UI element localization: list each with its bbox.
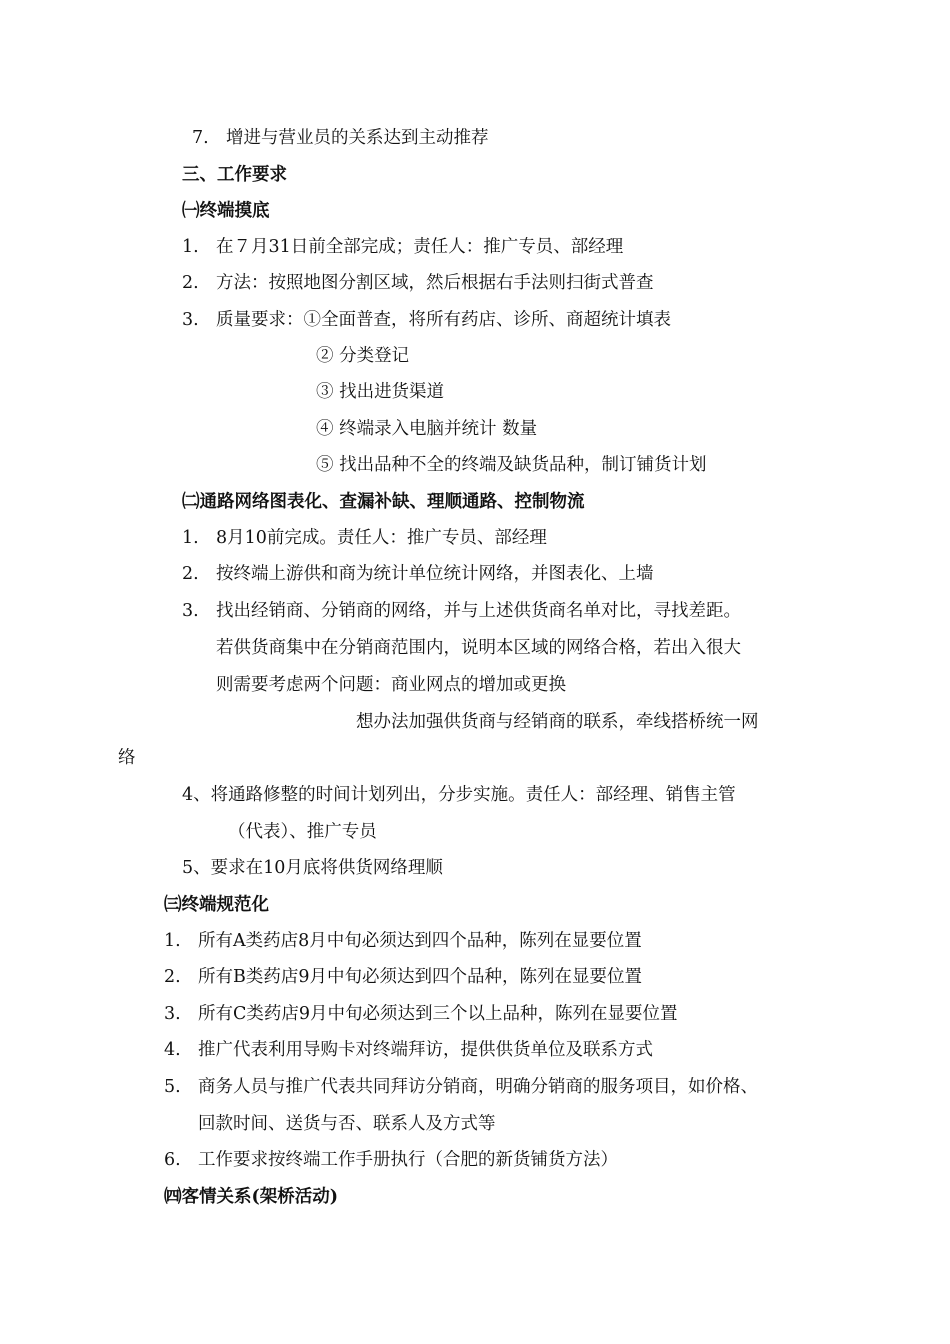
list-text: 所有C类药店9月中旬必须达到三个以上品种，陈列在显要位置 [198,1004,678,1024]
continuation-text: 则需要考虑两个问题：商业网点的增加或更换 [216,675,566,695]
list-item [182,271,654,295]
list-item [164,1148,618,1172]
continuation-text: 想办法加强供货商与经销商的联系，牵线搭桥统一网 [356,712,759,732]
list-number: 7. [192,128,209,148]
sub-item: ② 分类登记 [316,346,410,366]
list-item [164,1002,678,1026]
list-item [182,562,654,586]
list-item [182,235,623,259]
continuation-text: 回款时间、送货与否、联系人及方式等 [198,1114,496,1134]
list-item [182,599,741,623]
list-item: 4、将通路修整的时间计划列出，分步实施。责任人：部经理、销售主管 [182,785,736,805]
sub-item: ⑤ 找出品种不全的终端及缺货品种，制订铺货计划 [316,455,707,475]
list-text: 所有A类药店8月中旬必须达到四个品种，陈列在显要位置 [198,931,642,951]
sub-item: ④ 终端录入电脑并统计 数量 [316,419,538,439]
list-number: 2. [182,564,199,584]
list-number: 3. [182,310,199,330]
continuation-text: 络 [118,748,136,768]
continuation-text: 若供货商集中在分销商范围内，说明本区域的网络合格，若出入很大 [216,638,741,658]
list-item-7 [192,126,489,150]
list-text: 质量要求：①全面普查，将所有药店、诊所、商超统计填表 [216,310,671,330]
continuation-text: （代表）、推广专员 [228,822,377,842]
list-number: 1. [182,528,199,548]
subsection-heading-2: ㈡通路网络图表化、查漏补缺、理顺通路、控制物流 [182,492,585,512]
list-text: 商务人员与推广代表共同拜访分销商，明确分销商的服务项目，如价格、 [198,1077,758,1097]
list-number: 2. [182,273,199,293]
list-item [164,965,642,989]
list-number: 6. [164,1150,181,1170]
subsection-heading-1: ㈠终端摸底 [182,201,270,221]
list-text: 工作要求按终端工作手册执行（合肥的新货铺货方法） [198,1150,618,1170]
list-text: 推广代表利用导购卡对终端拜访，提供供货单位及联系方式 [198,1040,653,1060]
list-number: 5. [164,1077,181,1097]
list-text: 方法：按照地图分割区域，然后根据右手法则扫街式普查 [216,273,654,293]
list-item [164,929,642,953]
list-number: 4. [164,1040,181,1060]
list-item [182,526,547,550]
list-number: 3. [182,601,199,621]
list-text: 8月10前完成。责任人：推广专员、部经理 [216,528,547,548]
sub-item: ③ 找出进货渠道 [316,382,445,402]
list-number: 1. [164,931,181,951]
list-number: 2. [164,967,181,987]
list-text: 找出经销商、分销商的网络，并与上述供货商名单对比，寻找差距。 [216,601,741,621]
list-item [164,1038,653,1062]
section-heading: 三、工作要求 [182,165,287,185]
subsection-heading-4: ㈣客情关系(架桥活动) [164,1187,339,1207]
subsection-heading-3: ㈢终端规范化 [164,895,269,915]
list-item [182,308,671,332]
list-number: 3. [164,1004,181,1024]
list-number: 1. [182,237,199,257]
list-item: 5、要求在10月底将供货网络理顺 [182,858,443,878]
list-text: 在７月31日前全部完成；责任人：推广专员、部经理 [216,237,624,257]
list-text: 增进与营业员的关系达到主动推荐 [226,128,489,148]
list-text: 所有B类药店9月中旬必须达到四个品种，陈列在显要位置 [198,967,642,987]
list-item [164,1075,758,1099]
list-text: 按终端上游供和商为统计单位统计网络，并图表化、上墙 [216,564,654,584]
